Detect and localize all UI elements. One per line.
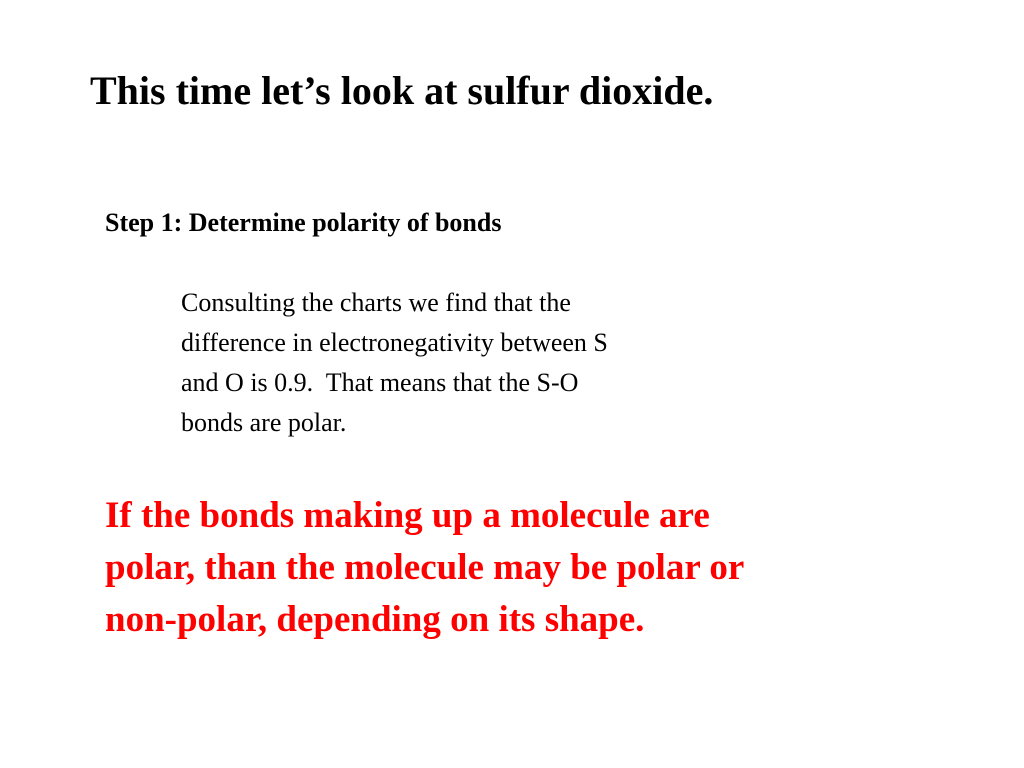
callout-line: polar, than the molecule may be polar or xyxy=(105,547,745,588)
callout-line: non-polar, depending on its shape. xyxy=(105,599,645,640)
step-heading: Step 1: Determine polarity of bonds xyxy=(105,208,502,237)
step-body xyxy=(181,283,751,443)
polarity-callout xyxy=(105,490,985,646)
callout-line: If the bonds making up a molecule are xyxy=(105,495,710,536)
step-body-line: bonds are polar. xyxy=(181,408,347,437)
step-body-line: difference in electronegativity between S xyxy=(181,328,608,357)
slide-title: This time let’s look at sulfur dioxide. xyxy=(90,68,714,113)
step-body-line: Consulting the charts we find that the xyxy=(181,288,571,317)
step-body-line: and O is 0.9. That means that the S-O xyxy=(181,368,579,397)
